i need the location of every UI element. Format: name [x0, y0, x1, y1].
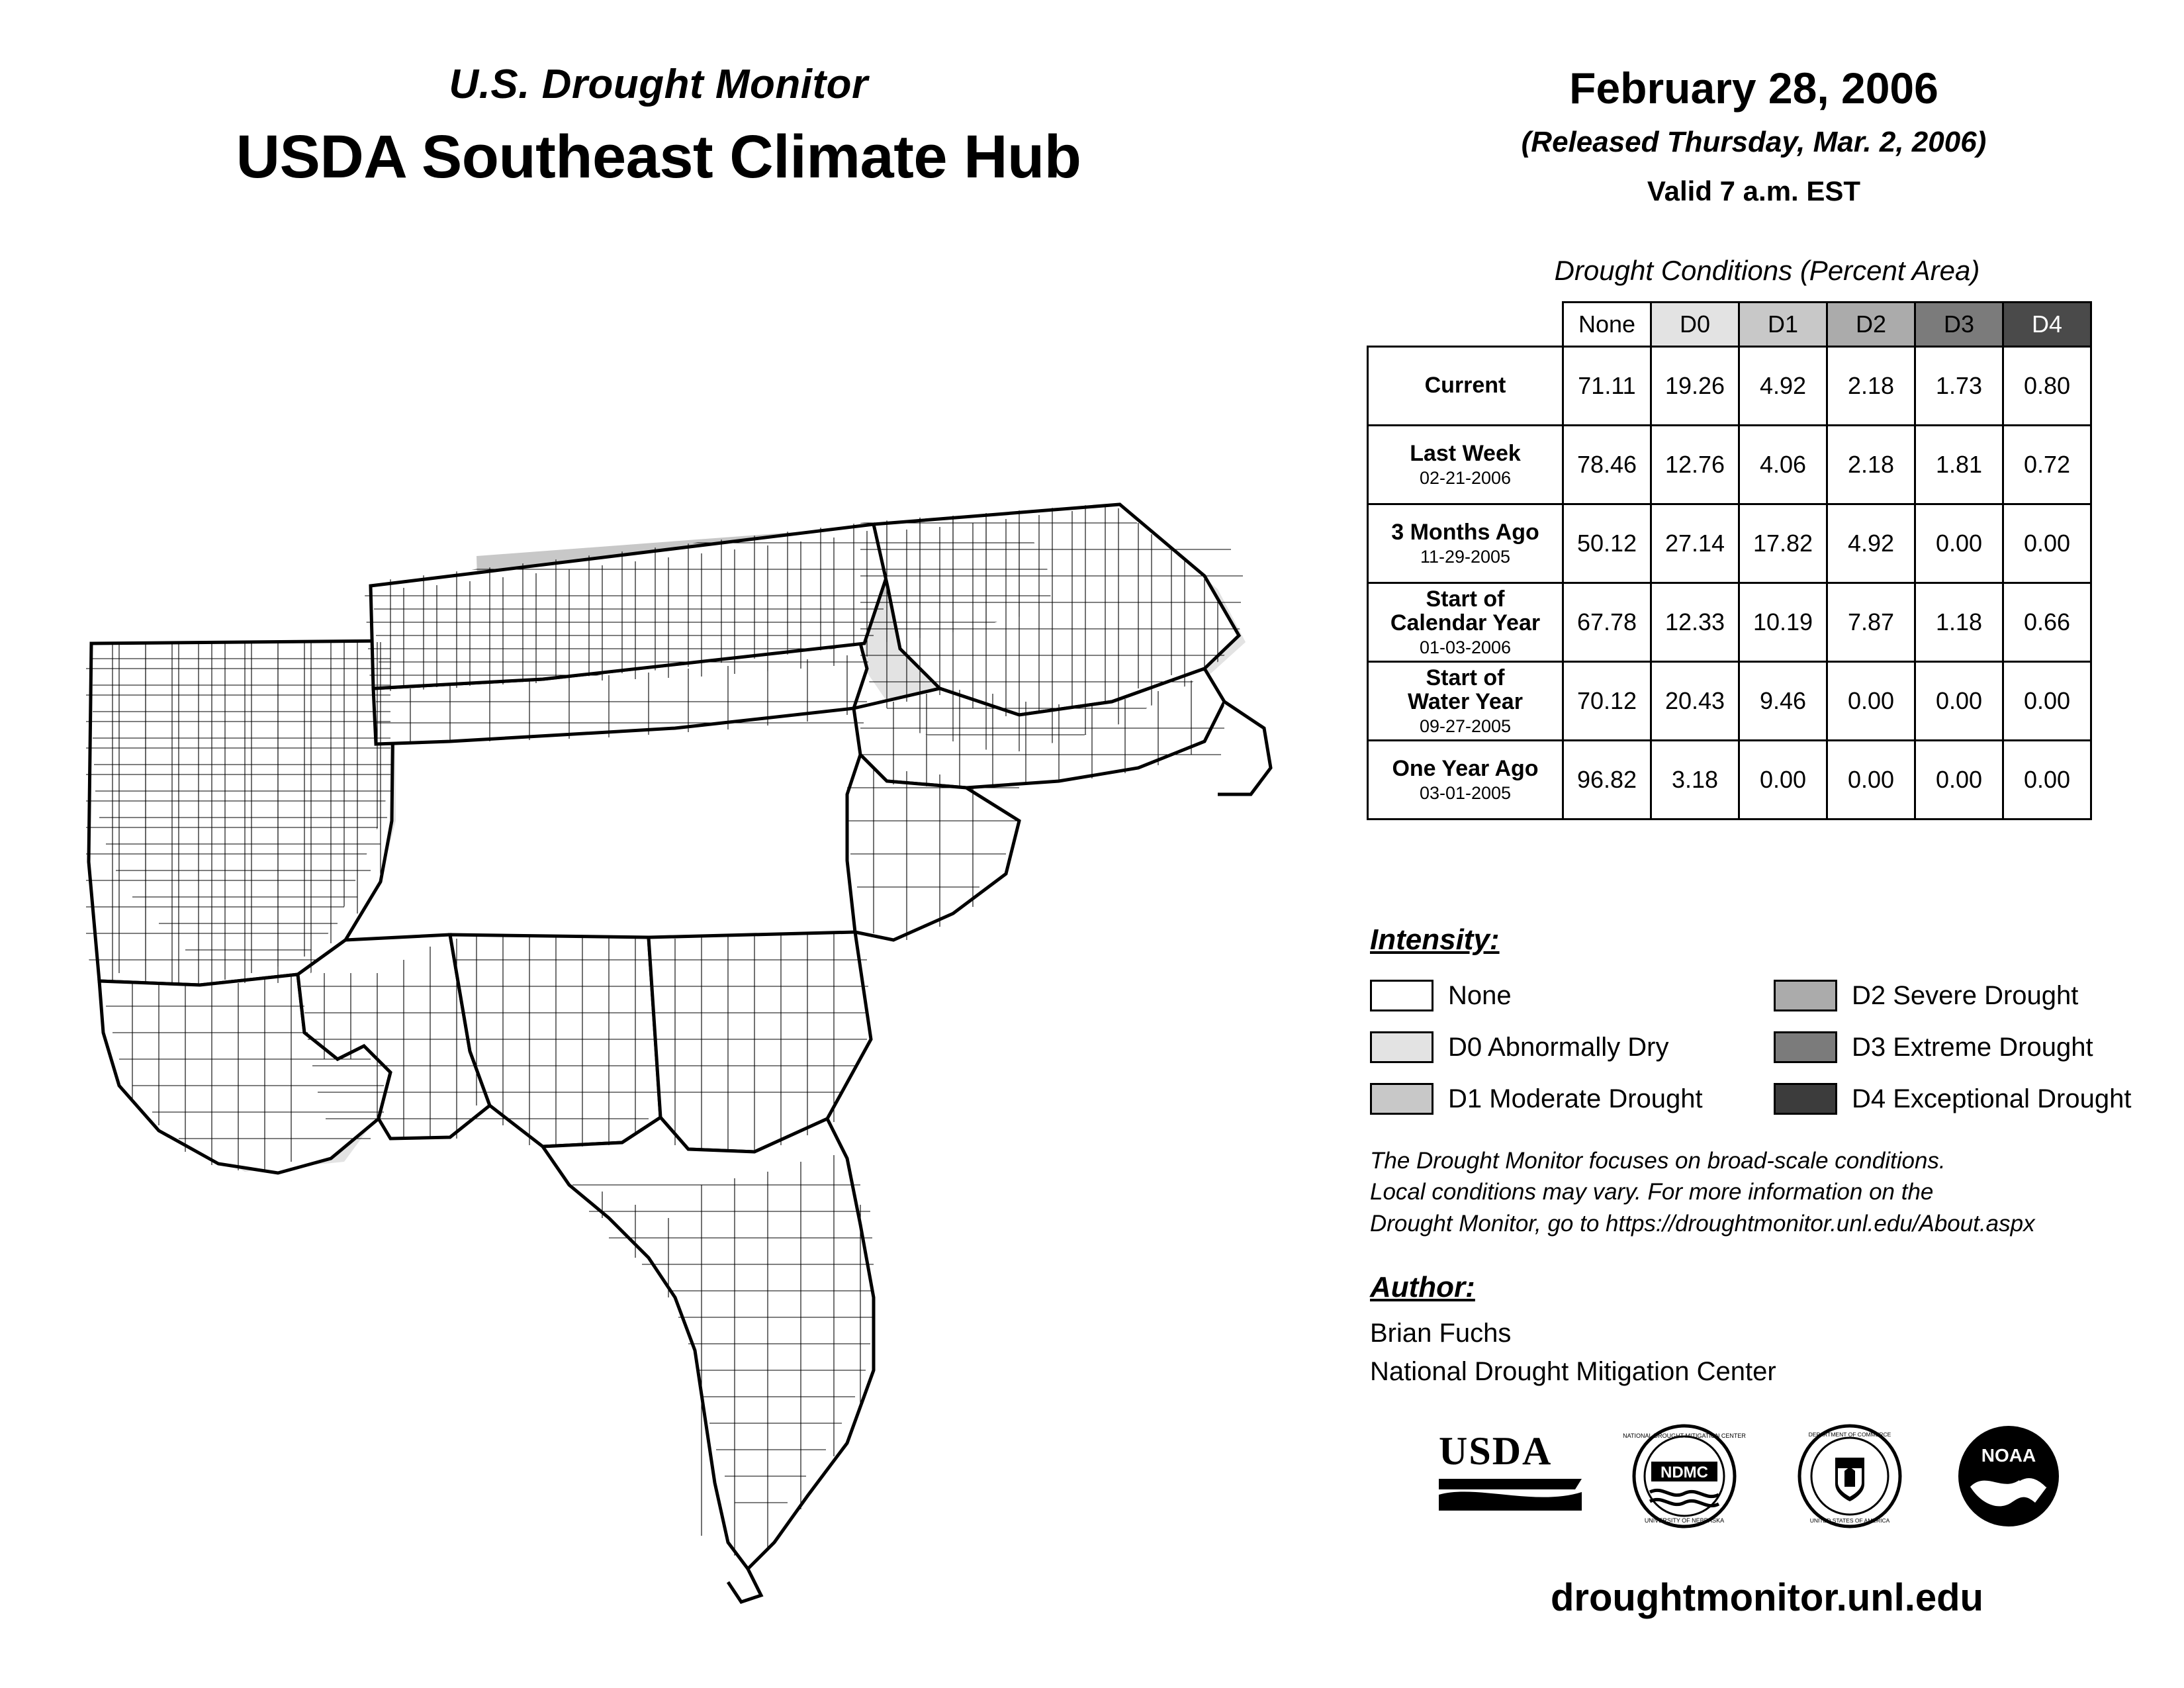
swatch-d4-icon	[1774, 1083, 1837, 1115]
legend-item-d2	[1774, 970, 2131, 1021]
legend-item-d1	[1370, 1073, 1703, 1125]
cell-d0: 3.18	[1651, 741, 1739, 820]
cell-d2: 0.00	[1827, 662, 1915, 741]
author-heading: Author:	[1370, 1271, 1475, 1303]
drought-map	[79, 357, 1297, 1615]
col-header-d4: D4	[2003, 303, 2091, 347]
svg-text:NOAA: NOAA	[1981, 1445, 2036, 1466]
legend-item-d3	[1774, 1021, 2131, 1073]
table-corner-cell	[1368, 303, 1563, 347]
report-date: February 28, 2006	[1569, 64, 1938, 113]
legend-label-d1: D1 Moderate Drought	[1448, 1084, 1703, 1113]
cell-d2: 2.18	[1827, 426, 1915, 504]
cell-d3: 0.00	[1915, 504, 2003, 583]
cell-none: 71.11	[1563, 347, 1651, 426]
table-row	[1368, 504, 2091, 583]
table-row	[1368, 741, 2091, 820]
cell-d0: 19.26	[1651, 347, 1739, 426]
cell-d2: 7.87	[1827, 583, 1915, 662]
legend-label-none: None	[1448, 980, 1512, 1010]
cell-none: 67.78	[1563, 583, 1651, 662]
doc-logo	[1780, 1423, 1919, 1532]
cell-d4: 0.00	[2003, 741, 2091, 820]
table-row	[1368, 347, 2091, 426]
svg-text:UNIVERSITY OF NEBRASKA: UNIVERSITY OF NEBRASKA	[1644, 1517, 1725, 1524]
table-header-row	[1368, 303, 2091, 347]
col-header-d1: D1	[1739, 303, 1827, 347]
author-org: National Drought Mitigation Center	[1370, 1357, 1776, 1386]
row-label-text: One Year Ago	[1392, 755, 1539, 781]
cell-d4: 0.00	[2003, 662, 2091, 741]
cell-d1: 10.19	[1739, 583, 1827, 662]
row-label-text: Last Week	[1410, 440, 1521, 466]
row-label-date: 02-21-2006	[1419, 467, 1512, 488]
page-title: USDA Southeast Climate Hub	[236, 123, 1081, 191]
cell-d0: 12.33	[1651, 583, 1739, 662]
row-label-start-of-water-year	[1368, 662, 1563, 741]
cell-d0: 12.76	[1651, 426, 1739, 504]
cell-d0: 20.43	[1651, 662, 1739, 741]
row-label-text-line2: Water Year	[1408, 688, 1523, 714]
swatch-none-icon	[1370, 980, 1433, 1011]
cell-d3: 1.73	[1915, 347, 2003, 426]
row-label-3-months-ago	[1368, 504, 1563, 583]
row-label-date: 03-01-2005	[1419, 782, 1512, 803]
legend-label-d2: D2 Severe Drought	[1852, 980, 2079, 1010]
col-header-d3: D3	[1915, 303, 2003, 347]
row-label-last-week	[1368, 426, 1563, 504]
row-label-text-line1: Start of	[1426, 586, 1505, 612]
cell-d2: 0.00	[1827, 741, 1915, 820]
col-header-d0: D0	[1651, 303, 1739, 347]
author-block	[1370, 1314, 1776, 1391]
row-label-start-of-calendar-year	[1368, 583, 1563, 662]
cell-d1: 9.46	[1739, 662, 1827, 741]
legend-label-d4: D4 Exceptional Drought	[1852, 1084, 2132, 1113]
cell-d1: 4.92	[1739, 347, 1827, 426]
row-label-current	[1368, 347, 1563, 426]
valid-time: Valid 7 a.m. EST	[1647, 175, 1861, 207]
legend-label-d3: D3 Extreme Drought	[1852, 1032, 2093, 1062]
usda-logo	[1436, 1423, 1588, 1532]
legend-item-d0	[1370, 1021, 1703, 1073]
swatch-d2-icon	[1774, 980, 1837, 1011]
cell-none: 96.82	[1563, 741, 1651, 820]
cell-d1: 4.06	[1739, 426, 1827, 504]
disclaimer-line-2: Local conditions may vary. For more information on the	[1370, 1179, 1934, 1205]
legend-column-right	[1774, 970, 2131, 1125]
cell-d0: 27.14	[1651, 504, 1739, 583]
row-label-date: 01-03-2006	[1419, 637, 1512, 657]
table-row	[1368, 426, 2091, 504]
release-date: (Released Thursday, Mar. 2, 2006)	[1521, 126, 1987, 158]
svg-text:DEPARTMENT OF COMMERCE: DEPARTMENT OF COMMERCE	[1808, 1431, 1891, 1438]
info-panel	[1363, 0, 2184, 1688]
svg-text:NDMC: NDMC	[1661, 1464, 1708, 1481]
cell-none: 70.12	[1563, 662, 1651, 741]
legend-item-d4	[1774, 1073, 2131, 1125]
svg-text:NATIONAL DROUGHT MITIGATION CE: NATIONAL DROUGHT MITIGATION CENTER	[1623, 1432, 1746, 1439]
svg-text:USDA: USDA	[1439, 1429, 1553, 1473]
row-label-date: 09-27-2005	[1419, 716, 1512, 736]
row-label-date: 11-29-2005	[1420, 546, 1511, 567]
legend-column-left	[1370, 970, 1703, 1125]
table-row	[1368, 662, 2091, 741]
col-header-none: None	[1563, 303, 1651, 347]
disclaimer-line-3: Drought Monitor, go to https://droughtmonitor.unl.edu/About.aspx	[1370, 1210, 2035, 1237]
cell-d3: 0.00	[1915, 741, 2003, 820]
table-caption: Drought Conditions (Percent Area)	[1554, 255, 1980, 286]
svg-text:UNITED STATES OF AMERICA: UNITED STATES OF AMERICA	[1809, 1517, 1890, 1524]
swatch-d1-icon	[1370, 1083, 1433, 1115]
swatch-d0-icon	[1370, 1031, 1433, 1063]
author-name: Brian Fuchs	[1370, 1319, 1512, 1348]
header-subtitle: U.S. Drought Monitor	[449, 62, 868, 107]
cell-d4: 0.72	[2003, 426, 2091, 504]
table-row	[1368, 583, 2091, 662]
row-label-text-line2: Calendar Year	[1390, 610, 1541, 635]
row-label-text-line1: Start of	[1426, 665, 1505, 691]
ndmc-logo	[1615, 1423, 1754, 1532]
cell-d4: 0.00	[2003, 504, 2091, 583]
cell-d1: 17.82	[1739, 504, 1827, 583]
col-header-d2: D2	[1827, 303, 1915, 347]
cell-none: 50.12	[1563, 504, 1651, 583]
row-label-one-year-ago	[1368, 741, 1563, 820]
website-url: droughtmonitor.unl.edu	[1550, 1576, 1983, 1619]
cell-d3: 0.00	[1915, 662, 2003, 741]
disclaimer-line-1: The Drought Monitor focuses on broad-scale conditions.	[1370, 1148, 1946, 1174]
logo-row	[1383, 1423, 2164, 1556]
cell-d3: 1.81	[1915, 426, 2003, 504]
cell-d2: 4.92	[1827, 504, 1915, 583]
row-label-text: Current	[1424, 373, 1506, 399]
legend-label-d0: D0 Abnormally Dry	[1448, 1032, 1669, 1062]
disclaimer	[1370, 1145, 2151, 1239]
row-label-text: 3 Months Ago	[1391, 519, 1539, 545]
cell-d4: 0.80	[2003, 347, 2091, 426]
cell-none: 78.46	[1563, 426, 1651, 504]
drought-conditions-table	[1367, 301, 2092, 820]
legend-item-none	[1370, 970, 1703, 1021]
cell-d1: 0.00	[1739, 741, 1827, 820]
cell-d2: 2.18	[1827, 347, 1915, 426]
cell-d3: 1.18	[1915, 583, 2003, 662]
intensity-heading: Intensity:	[1370, 923, 1500, 956]
swatch-d3-icon	[1774, 1031, 1837, 1063]
noaa-logo	[1946, 1423, 2071, 1532]
cell-d4: 0.66	[2003, 583, 2091, 662]
